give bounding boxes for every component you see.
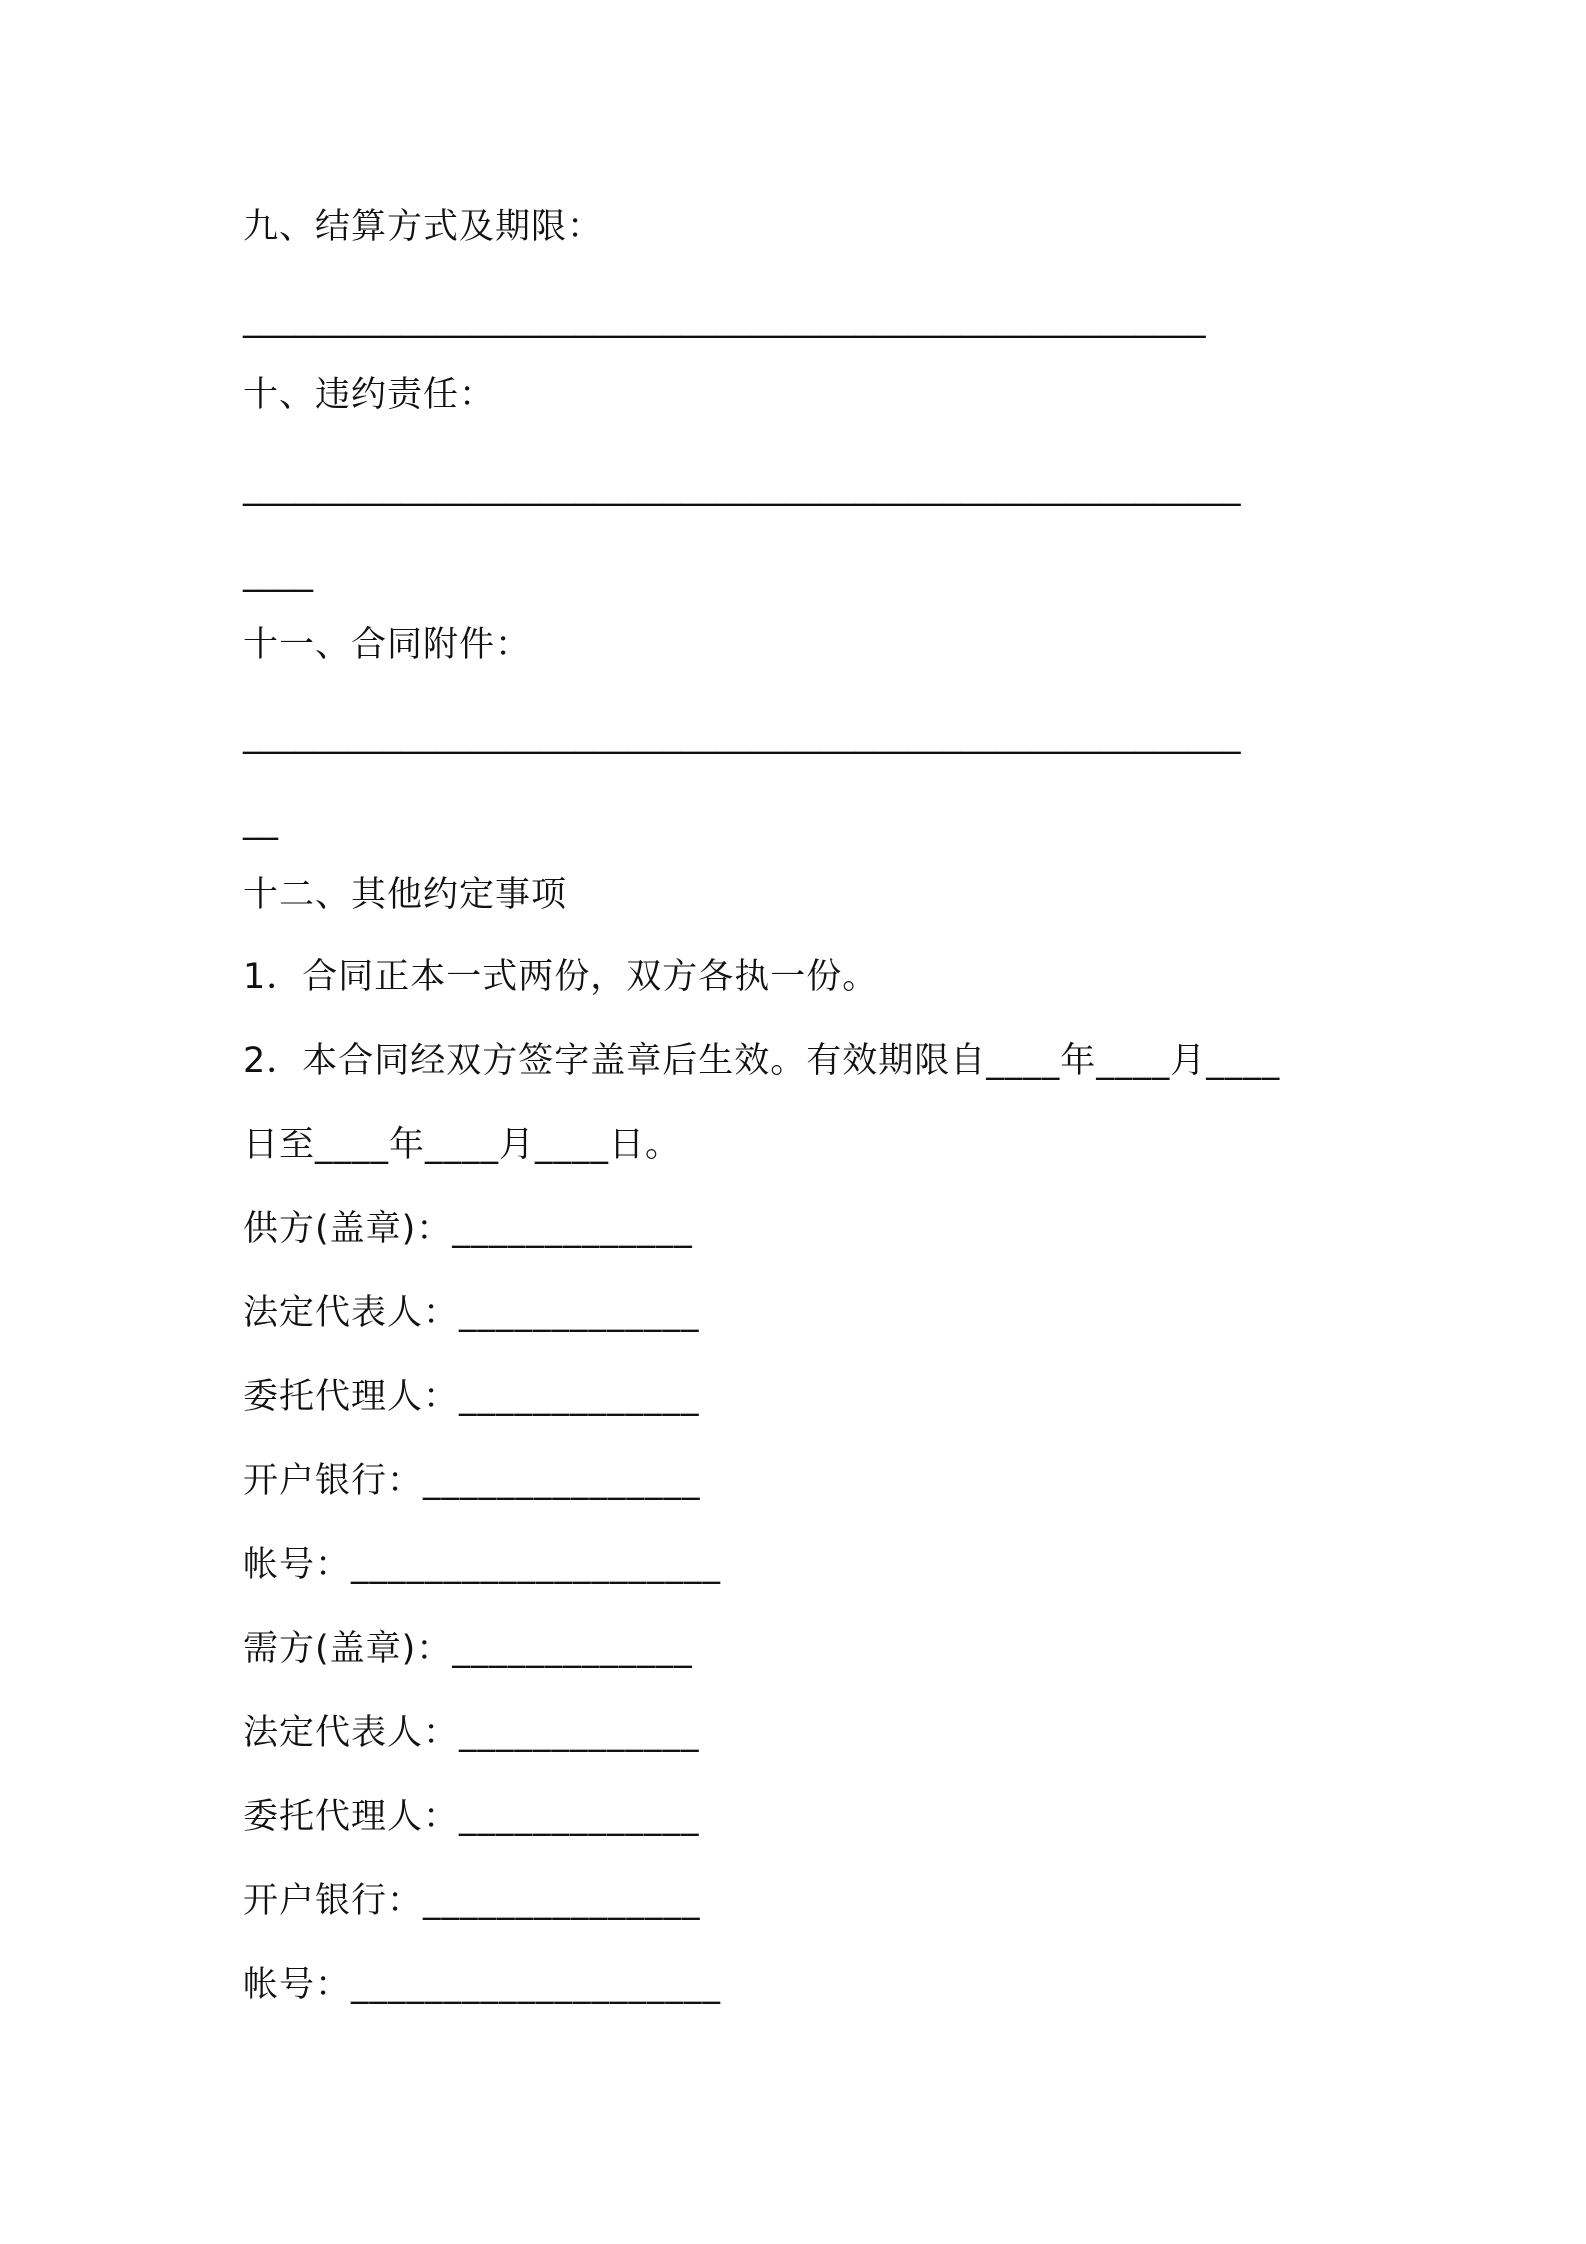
section-10-blank-1: _________________________________________________________ bbox=[243, 467, 1241, 507]
section-12-item-2-line-2: 日至____年____月____日。 bbox=[243, 1125, 682, 1165]
section-11-heading: 十一、合同附件： bbox=[243, 625, 532, 665]
supplier-seal-field: 供方(盖章)：_____________ bbox=[243, 1209, 693, 1249]
buyer-seal-field: 需方(盖章)：_____________ bbox=[243, 1629, 693, 1669]
supplier-agent-field: 委托代理人：_____________ bbox=[243, 1377, 700, 1417]
buyer-bank-field: 开户银行：_______________ bbox=[243, 1881, 701, 1921]
section-10-heading: 十、违约责任： bbox=[243, 375, 496, 415]
buyer-account-field: 帐号：____________________ bbox=[243, 1965, 722, 2005]
buyer-agent-field: 委托代理人：_____________ bbox=[243, 1797, 700, 1837]
supplier-legal-rep-field: 法定代表人：_____________ bbox=[243, 1293, 700, 1333]
buyer-legal-rep-field: 法定代表人：_____________ bbox=[243, 1713, 700, 1753]
section-9-heading: 九、结算方式及期限： bbox=[243, 207, 604, 247]
supplier-account-field: 帐号：____________________ bbox=[243, 1545, 722, 1585]
supplier-bank-field: 开户银行：_______________ bbox=[243, 1461, 701, 1501]
section-12-item-2-line-1: 2．本合同经双方签字盖章后生效。有效期限自____年____月____ bbox=[243, 1041, 1281, 1081]
section-12-heading: 十二、其他约定事项 bbox=[243, 875, 568, 915]
section-11-blank-2: __ bbox=[243, 801, 278, 841]
section-11-blank-1: _________________________________________________________ bbox=[243, 715, 1241, 755]
section-10-blank-2: ____ bbox=[243, 553, 313, 593]
section-12-item-1: 1．合同正本一式两份，双方各执一份。 bbox=[243, 957, 879, 997]
section-9-blank: _______________________________________________________ bbox=[243, 299, 1206, 339]
